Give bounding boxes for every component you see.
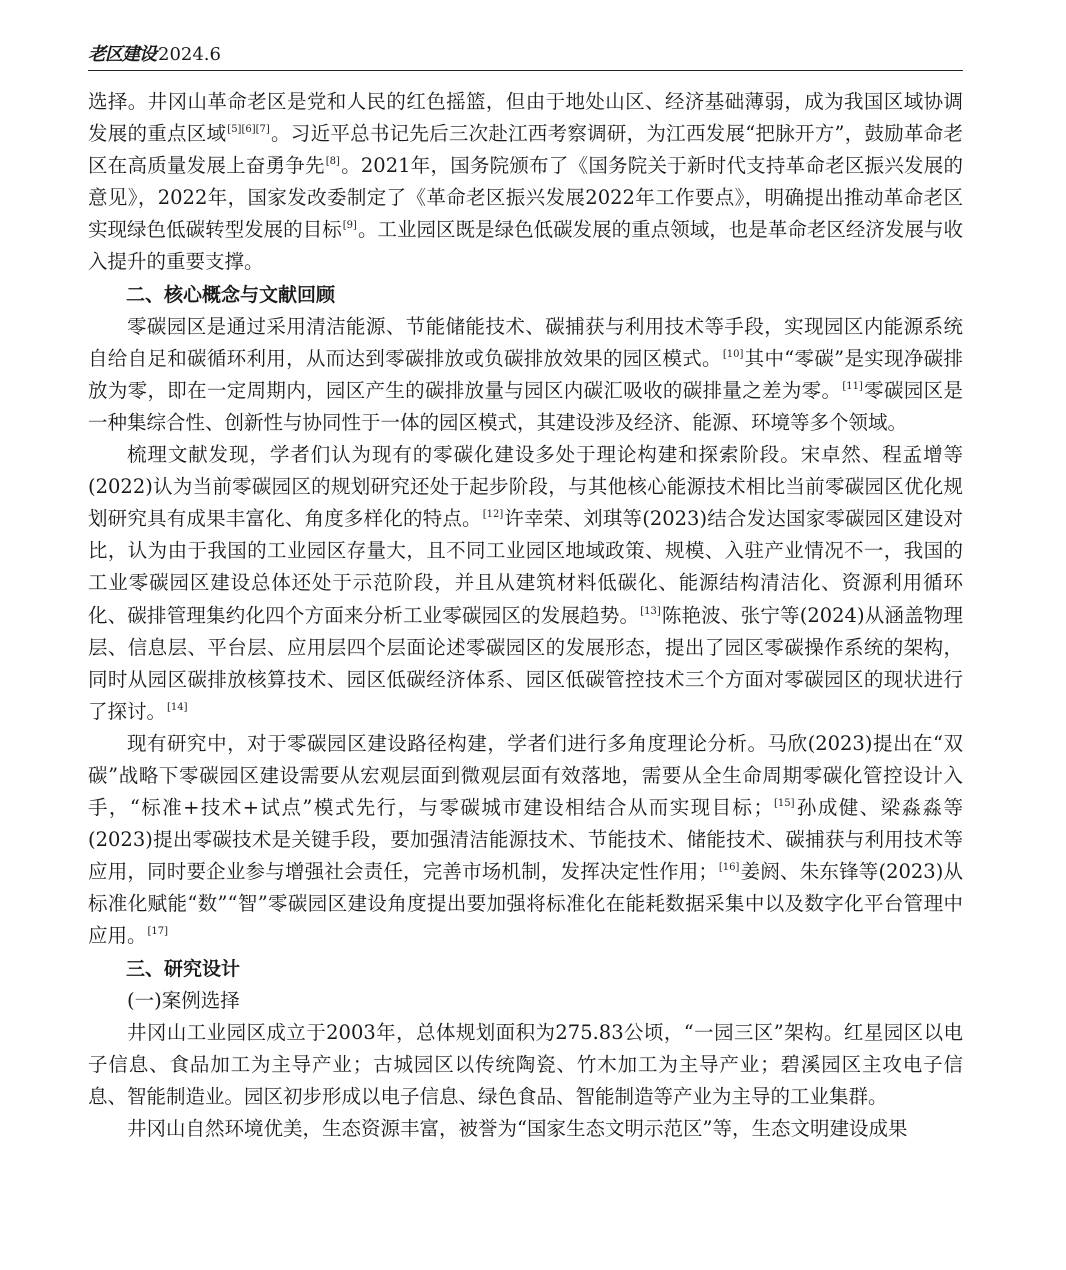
section-heading	[88, 279, 963, 311]
body-paragraph	[88, 1113, 963, 1145]
text-run: 。2021年，国务院颁布了《国务院关于新时代支持革命老区振兴发展的意见》，2022年，国家发改委制定了《革命老区振兴发展2022年工作要点》，明确提出推动革命老区实现绿色低碳转型发展的目标	[88, 154, 963, 242]
issue-number: 2024.6	[158, 44, 221, 65]
text-run: 选择。井冈山革命老区是党和人民的红色摇篮，但由于地处山区、经济基础薄弱，成为我国区域协调发展的重点区域	[88, 90, 963, 146]
text-run: (一)案例选择	[127, 988, 240, 1012]
text-run: 井冈山工业园区成立于2003年，总体规划面积为275.83公顷，“一园三区”架构。红星园区以电子信息、食品加工为主导产业；古城园区以传统陶瓷、竹木加工为主导产业；碧溪园区主攻电子信息、智能制造业。园区初步形成以电子信息、绿色食品、智能制造等产业为主导的工业集群。	[88, 1020, 963, 1108]
body-paragraph	[88, 311, 963, 439]
citation-ref: [15]	[773, 798, 795, 810]
text-run: 。习近平总书记先后三次赴江西考察调研，为江西发展“把脉开方”，鼓励革命老区在高质量发展上奋勇争先	[88, 122, 963, 178]
body-paragraph	[88, 1017, 963, 1113]
body-paragraph	[88, 728, 963, 953]
citation-ref: [16]	[718, 862, 740, 874]
text-run: 陈艳波、张宁等(2024)从涵盖物理层、信息层、平台层、应用层四个层面论述零碳园区的发展形态，提出了园区零碳操作系统的架构，同时从园区碳排放核算技术、园区低碳经济体系、园区低碳管控技术三个方面对零碳园区的现状进行了探讨。	[88, 603, 963, 723]
citation-ref: [11]	[842, 380, 863, 392]
text-run: 。工业园区既是绿色低碳发展的重点领域，也是革命老区经济发展与收入提升的重要支撑。	[88, 218, 963, 274]
citation-ref: [12]	[482, 509, 504, 521]
text-run: 井冈山自然环境优美，生态资源丰富，被誉为“国家生态文明示范区”等，生态文明建设成果	[127, 1117, 908, 1140]
text-run: 孙成健、梁淼淼等(2023)提出零碳技术是关键手段，要加强清洁能源技术、节能技术、储能技术、碳捕获与利用技术等应用，同时要企业参与增强社会责任，完善市场机制，发挥决定性作用；	[88, 796, 963, 884]
text-run: 零碳园区是通过采用清洁能源、节能储能技术、碳捕获与利用技术等手段，实现园区内能源系统自给自足和碳循环利用，从而达到零碳排放或负碳排放效果的园区模式。	[88, 314, 963, 370]
page-header	[88, 38, 963, 71]
journal-logo: 老区建设	[88, 44, 156, 65]
text-run: 零碳园区是一种集综合性、创新性与协同性于一体的园区模式，其建设涉及经济、能源、环境等多个领域。	[88, 378, 963, 434]
body-paragraph	[88, 439, 963, 728]
citation-ref: [10]	[722, 348, 744, 360]
text-run: 三、研究设计	[126, 957, 241, 980]
subsection-heading	[88, 985, 963, 1017]
citation-ref: [13]	[640, 605, 661, 617]
citation-ref: [5][6][7]	[227, 124, 270, 136]
body-paragraph	[88, 86, 963, 279]
section-heading	[88, 953, 963, 985]
page-body	[88, 86, 963, 1145]
journal-masthead	[88, 40, 221, 66]
text-run: 现有研究中，对于零碳园区建设路径构建，学者们进行多角度理论分析。马欣(2023)提出在“双碳”战略下零碳园区建设需要从宏观层面到微观层面有效落地，需要从全生命周期零碳化管控设计入手，“标准+技术+试点”模式先行，与零碳城市建设相结合从而实现目标；	[88, 731, 963, 820]
text-run: 其中“零碳”是实现净碳排放为零，即在一定周期内，园区产生的碳排放量与园区内碳汇吸收的碳排量之差为零。	[88, 346, 963, 402]
text-run: 许幸荣、刘琪等(2023)结合发达国家零碳园区建设对比，认为由于我国的工业园区存量大，且不同工业园区地域政策、规模、入驻产业情况不一，我国的工业零碳园区建设总体还处于示范阶段，并且从建筑材料低碳化、能源结构清洁化、资源利用循环化、碳排管理集约化四个方面来分析工业零碳园区的发展趋势。	[88, 507, 963, 627]
citation-ref: [14]	[167, 701, 188, 713]
text-run: 梳理文献发现，学者们认为现有的零碳化建设多处于理论构建和探索阶段。宋卓然、程孟增等(2022)认为当前零碳园区的规划研究还处于起步阶段，与其他核心能源技术相比当前零碳园区优化规划研究具有成果丰富化、角度多样化的特点。	[88, 443, 963, 531]
citation-ref: [17]	[147, 926, 169, 938]
text-run: 姜阏、朱东锋等(2023)从标准化赋能“数”“智”零碳园区建设角度提出要加强将标准化在能耗数据采集中以及数字化平台管理中应用。	[88, 860, 963, 948]
text-run: 二、核心概念与文献回顾	[126, 283, 336, 306]
citation-ref: [8]	[325, 156, 340, 168]
citation-ref: [9]	[342, 220, 357, 232]
